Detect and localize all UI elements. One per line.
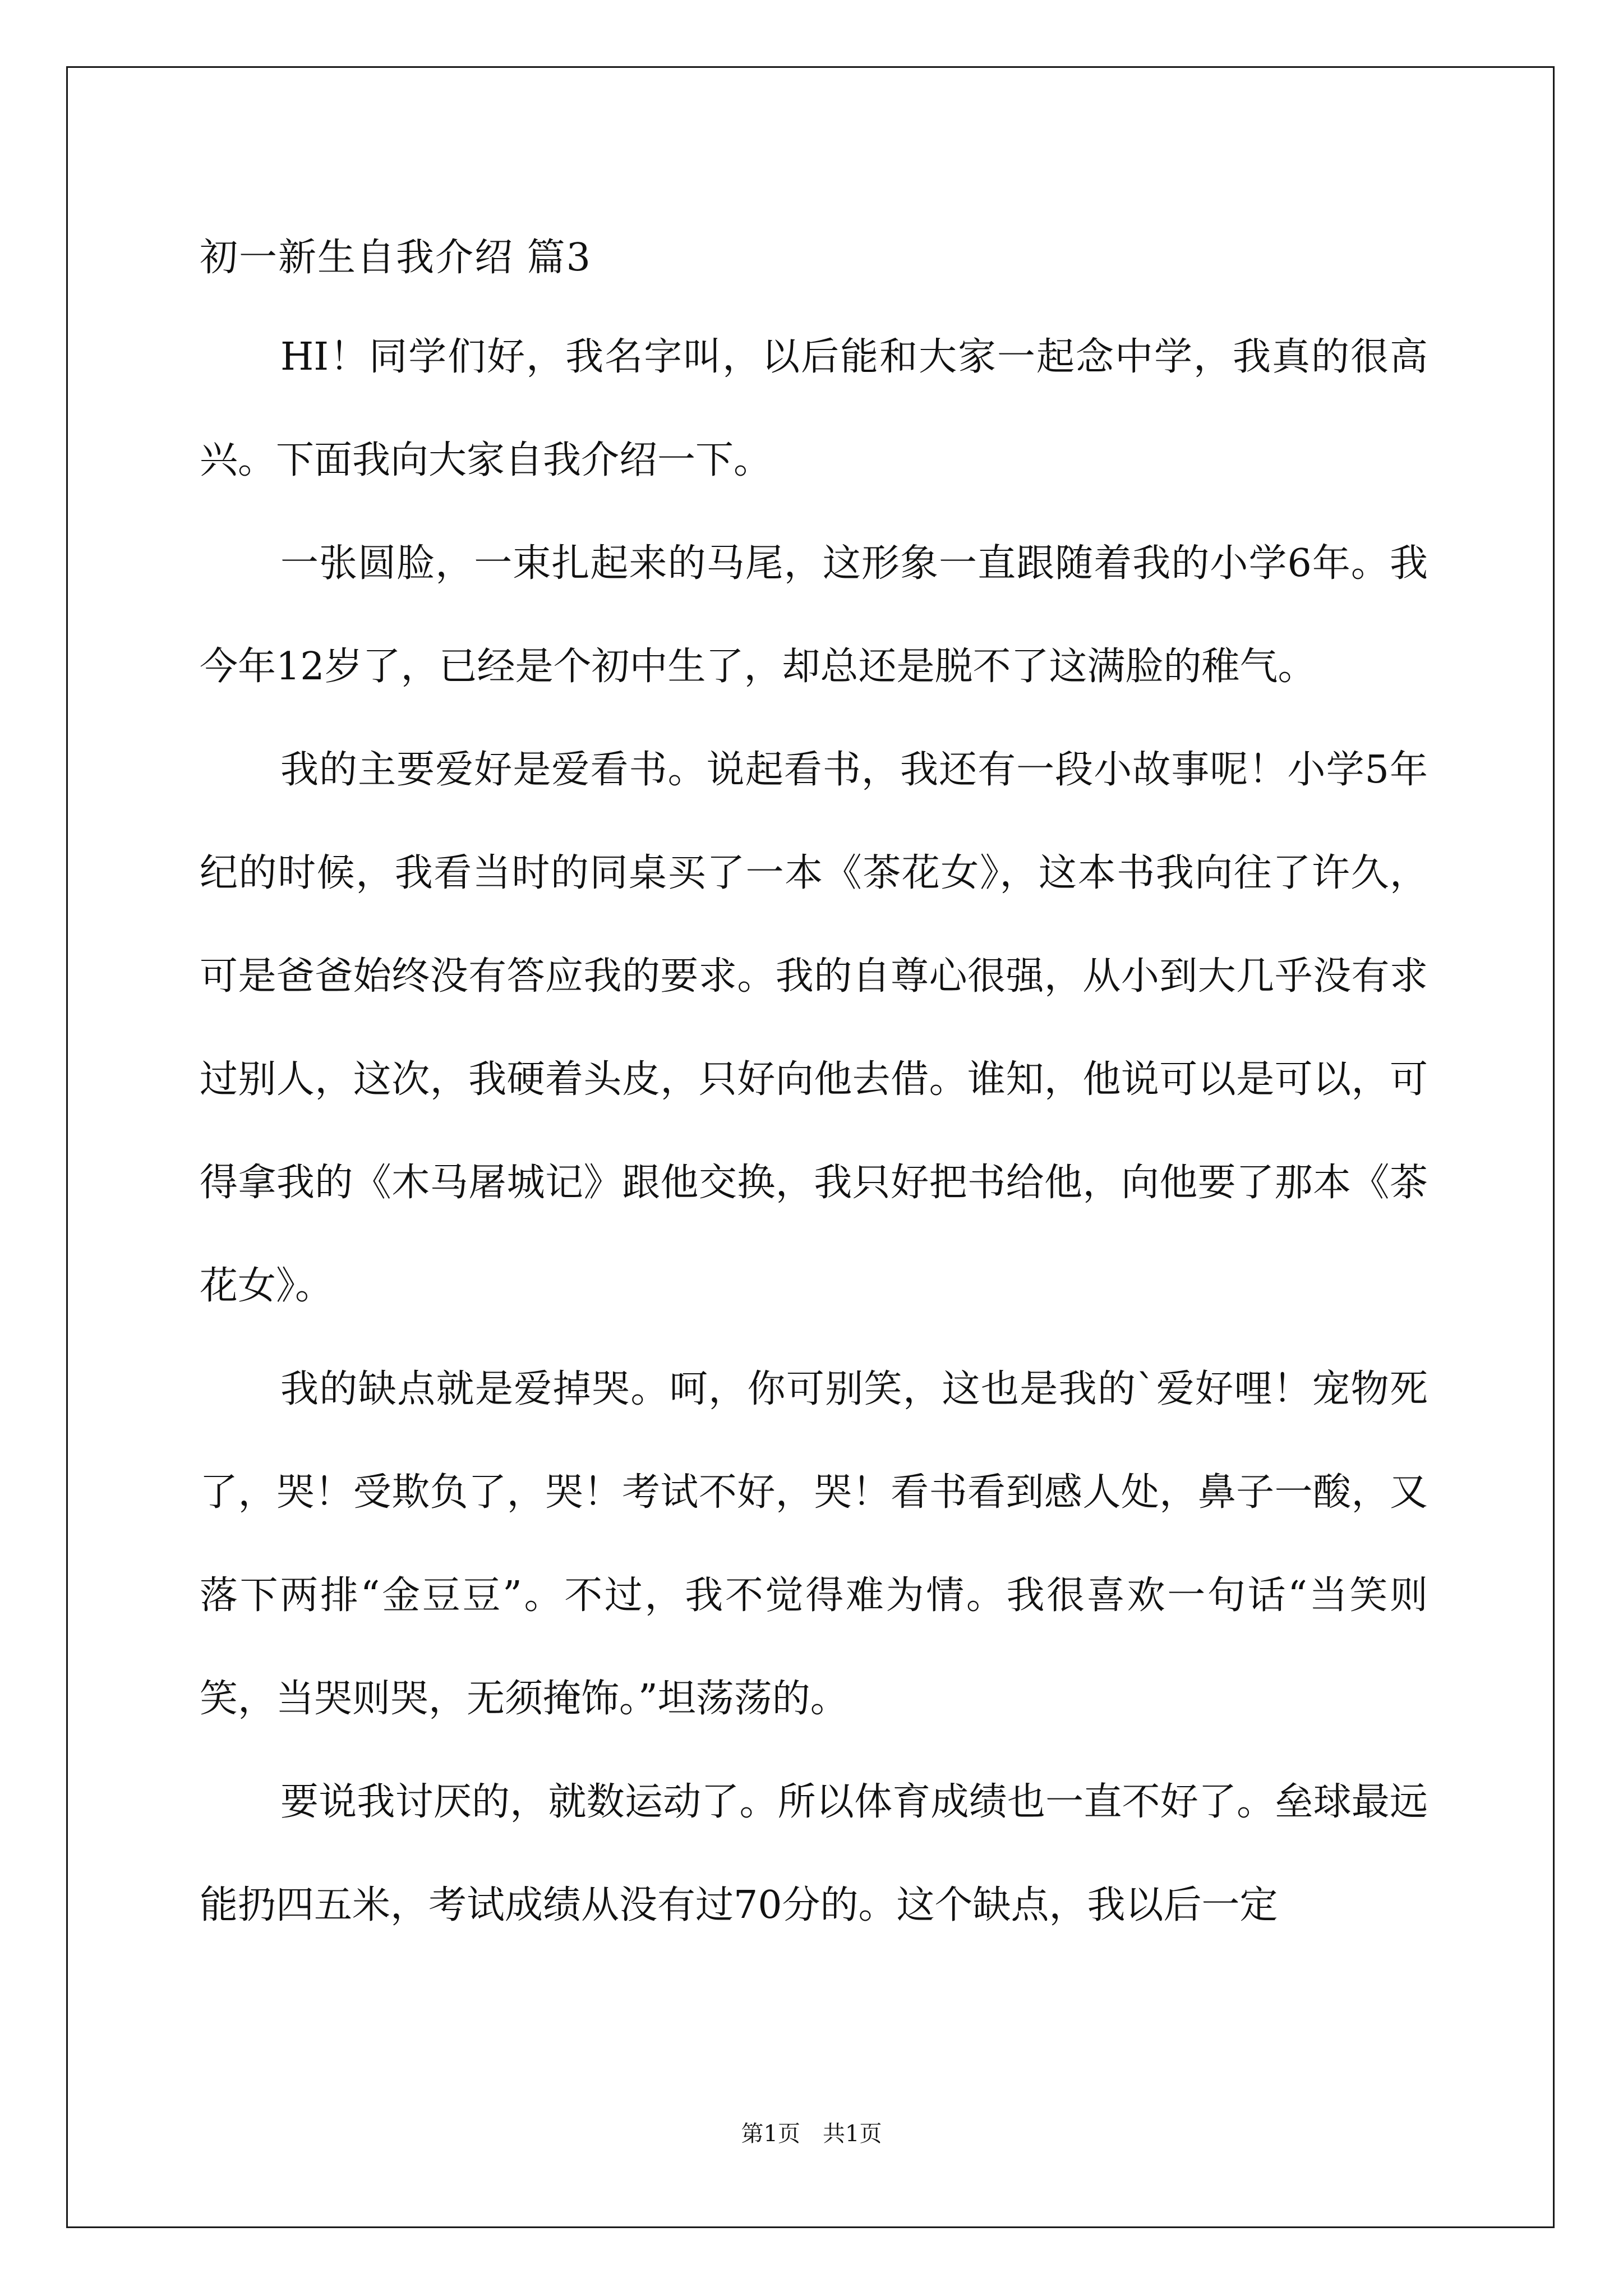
document-title: 初一新生自我介绍 篇3 [200,236,592,280]
paragraph-weakness: 我的缺点就是爱掉哭。呵，你可别笑，这也是我的`爱好哩！宠物死了，哭！受欺负了，哭！考试不好，哭！看书看到感人处，鼻子一酸，又落下两排“金豆豆”。不过，我不觉得难为情。我很喜欢一句话“当笑则笑，当哭则哭，无须掩饰。”坦荡荡的。 [200,1367,1428,1721]
page-footer: 第1页 共1页 [741,2121,882,2147]
paragraph-appearance: 一张圆脸，一束扎起来的马尾，这形象一直跟随着我的小学6年。我今年12岁了，已经是个初中生了，却总还是脱不了这满脸的稚气。 [200,541,1428,689]
paragraph-hobby: 我的主要爱好是爱看书。说起看书，我还有一段小故事呢！小学5年纪的时候，我看当时的同桌买了一本《茶花女》，这本书我向往了许久，可是爸爸始终没有答应我的要求。我的自尊心很强，从小到大几乎没有求过别人，这次，我硬着头皮，只好向他去借。谁知，他说可以是可以，可得拿我的《木马屠城记》跟他交换，我只好把书给他，向他要了那本《茶花女》。 [200,748,1428,1308]
paragraph-greeting: HI！同学们好，我名字叫，以后能和大家一起念中学，我真的很高兴。下面我向大家自我介绍一下。 [200,335,1428,482]
paragraph-dislike: 要说我讨厌的，就数运动了。所以体育成绩也一直不好了。垒球最远能扔四五米，考试成绩从没有过70分的。这个缺点，我以后一定 [200,1780,1428,1927]
